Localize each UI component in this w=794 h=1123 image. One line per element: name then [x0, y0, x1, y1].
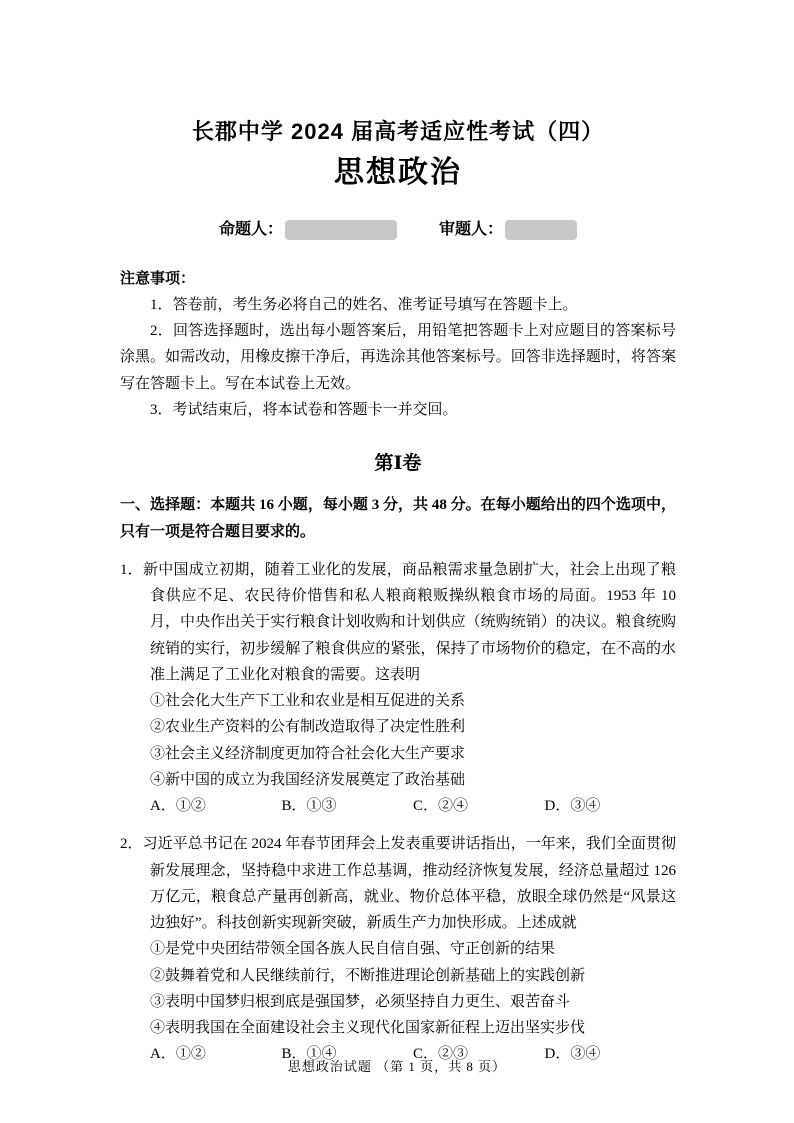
- notice-item-3: 3．考试结束后，将本试卷和答题卡一并交回。: [150, 401, 458, 418]
- question-number: 1．: [120, 561, 143, 578]
- question-1-option-3: ③社会主义经济制度更加符合社会化大生产要求: [150, 745, 466, 762]
- choice-a: A．①②: [150, 1046, 206, 1063]
- exam-title: 长郡中学 2024 届高考适应性考试（四）: [191, 119, 605, 144]
- choice-d: D．③④: [544, 1046, 601, 1063]
- volume-title: 第Ⅰ卷: [374, 453, 422, 475]
- reviewer-group: [439, 216, 577, 244]
- question-1-stem-row: [120, 557, 676, 688]
- byline-row: [120, 216, 676, 244]
- choice-c: C．②③: [413, 1046, 469, 1063]
- choice-c: C．②④: [413, 798, 469, 815]
- choice-a: A．①②: [150, 798, 206, 815]
- reviewer-name-box: [505, 220, 577, 240]
- choice-b: B．①④: [281, 1046, 337, 1063]
- page-footer: 思想政治试题 （第 1 页，共 8 页）: [287, 1059, 507, 1075]
- exam-subject: 思想政治: [334, 155, 462, 189]
- question-2: [120, 831, 676, 1067]
- question-stem: 新中国成立初期，随着工业化的发展，商品粮需求量急剧扩大，社会上出现了粮食供应不足、农民待价惜售和私人粮商粮贩操纵粮食市场的局面。1953 年 10 月，中央作出关于实行粮食计划收购和计划供应（统购统销）的决议。粮食统购统销的实行，初步缓解了粮食供应的紧张，保持了市场物价的稳定，在不高的水准上满足了工业化对粮食的需要。这表明: [142, 561, 676, 683]
- question-2-option-2: ②鼓舞着党和人民继续前行，不断推进理论创新基础上的实践创新: [150, 967, 586, 984]
- question-1-option-1: ①社会化大生产下工业和农业是相互促进的关系: [150, 693, 466, 710]
- question-1-option-4: ④新中国的成立为我国经济发展奠定了政治基础: [150, 771, 466, 788]
- notice-item-1: 1．答卷前，考生务必将自己的姓名、准考证号填写在答题卡上。: [150, 296, 578, 313]
- question-2-stem-row: [120, 831, 676, 936]
- question-stem: 习近平总书记在 2024 年春节团拜会上发表重要讲话指出，一年来，我们全面贯彻新发展理念，坚持稳中求进工作总基调，推动经济恢复发展，经济总量超过 126 万亿元，粮食总产量再创新高，就业、物价总体平稳，放眼全球仍然是“风景这边独好”。科技创新实现新突破，新质生产力加快形成。上述成就: [142, 836, 676, 932]
- question-1-option-2: ②农业生产资料的公有制改造取得了决定性胜利: [150, 719, 466, 736]
- proposer-name-box: [285, 220, 397, 240]
- question-1-choices-row: [120, 793, 676, 819]
- notice-item-2: 2．回答选择题时，选出每小题答案后，用铅笔把答题卡上对应题目的答案标号涂黑。如需改动，用橡皮擦干净后，再选涂其他答案标号。回答非选择题时，将答案写在答题卡上。写在本试卷上无效。: [120, 323, 676, 392]
- notice-section: [120, 266, 676, 424]
- choice-b: B．①③: [281, 798, 337, 815]
- reviewer-label: 审题人：: [439, 220, 504, 238]
- question-2-option-4: ④表明我国在全面建设社会主义现代化国家新征程上迈出坚实步伐: [150, 1020, 586, 1037]
- question-2-option-3: ③表明中国梦归根到底是强国梦，必须坚持自力更生、艰苦奋斗: [150, 993, 571, 1010]
- question-2-option-1: ①是党中央团结带领全国各族人民自信自强、守正创新的结果: [150, 941, 556, 958]
- notice-heading: 注意事项：: [120, 270, 196, 287]
- proposer-label: 命题人：: [218, 220, 283, 238]
- section-instructions: 一、选择题：本题共 16 小题，每小题 3 分，共 48 分。在每小题给出的四个选项中，只有一项是符合题目要求的。: [120, 497, 676, 540]
- question-number: 2．: [120, 836, 143, 853]
- proposer-group: [219, 216, 397, 244]
- question-1: [120, 557, 676, 820]
- choice-d: D．③④: [544, 798, 601, 815]
